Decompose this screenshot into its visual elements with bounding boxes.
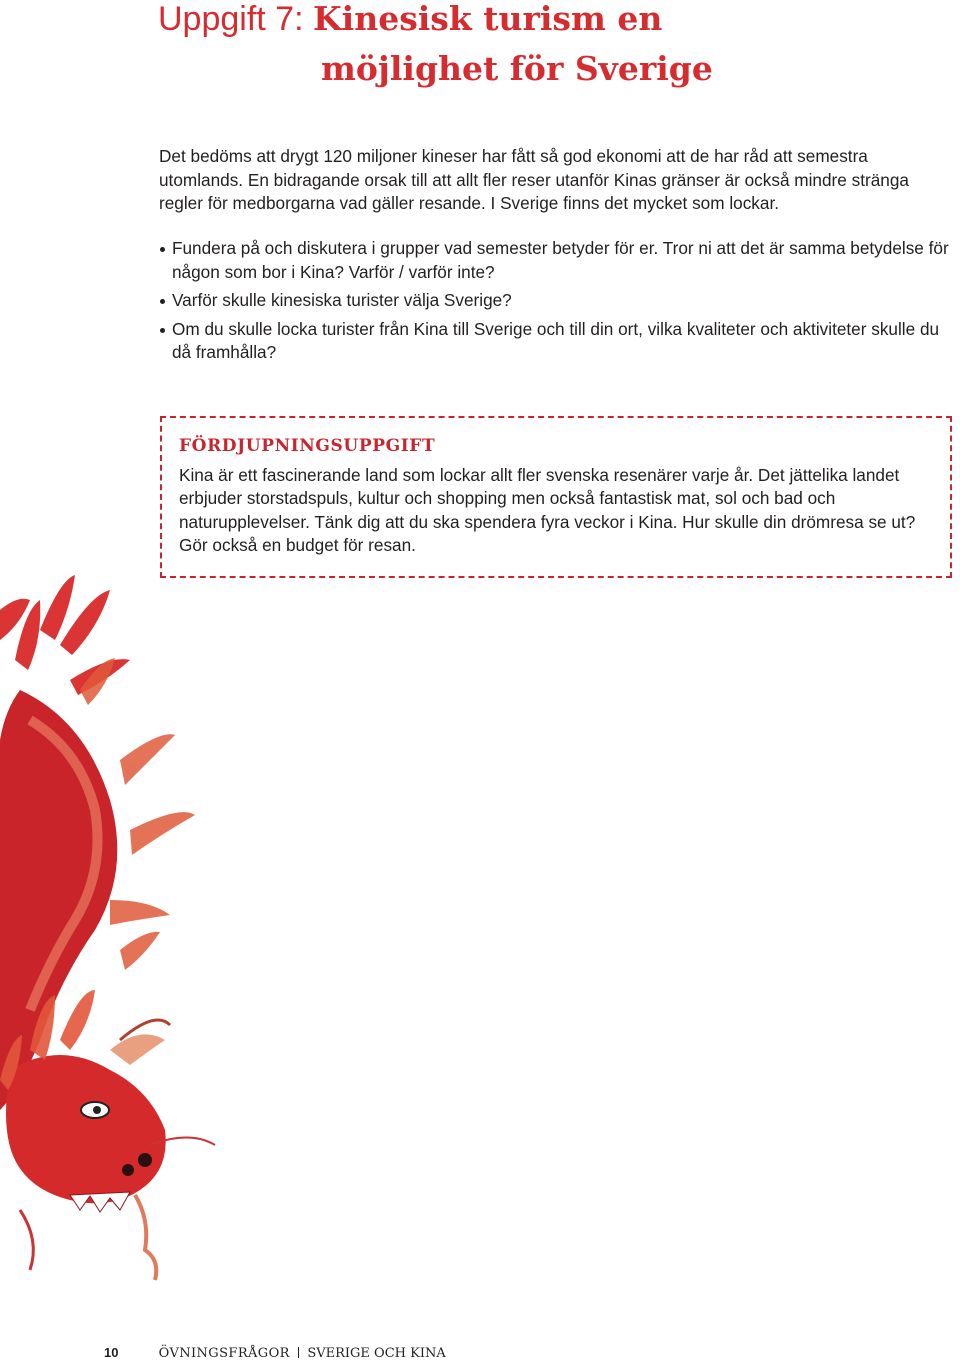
question-item: Fundera på och diskutera i grupper vad semester betyder för er. Tror ni att det är samma betydelse för någon som bor i Kina? Varför / varför inte? <box>159 237 949 284</box>
title-line-2: möjlighet för Sverige <box>321 49 713 88</box>
title-line-1: Kinesisk turism en <box>312 0 663 38</box>
page-footer <box>104 1345 446 1361</box>
footer-section-left: ÖVNINGSFRÅGOR <box>158 1346 290 1361</box>
footer-section-right: SVERIGE OCH KINA <box>307 1346 446 1361</box>
deepening-text: Kina är ett fascinerande land som lockar allt fler svenska resenärer varje år. Det jättelika landet erbjuder storstadspuls, kultur och shopping men också fantastisk mat, sol och bad och naturupplevelser. Tänk dig att du ska spendera fyra veckor i Kina. Hur skulle din drömresa se ut? Gör också en budget för resan. <box>179 465 916 555</box>
question-item: Om du skulle locka turister från Kina till Sverige och till din ort, vilka kvaliteter och aktiviteter skulle du då framhålla? <box>159 318 949 365</box>
page-title <box>158 0 918 94</box>
page-number: 10 <box>104 1345 119 1360</box>
title-prefix: Uppgift 7: <box>158 0 313 38</box>
deepening-heading: FÖRDJUPNINGSUPPGIFT <box>179 436 436 456</box>
intro-paragraph: Det bedöms att drygt 120 miljoner kineser har fått så god ekonomi att de har råd att semestra utomlands. En bidragande orsak till att allt fler reser utanför Kinas gränser är också mindre stränga regler för medborgarna vad gäller resande. I Sverige finns det mycket som lockar. <box>159 146 909 213</box>
dragon-illustration <box>0 570 300 1290</box>
deepening-task-box <box>160 416 952 578</box>
footer-divider <box>298 1347 300 1358</box>
question-item: Varför skulle kinesiska turister välja Sverige? <box>159 289 949 313</box>
question-list <box>159 237 949 370</box>
